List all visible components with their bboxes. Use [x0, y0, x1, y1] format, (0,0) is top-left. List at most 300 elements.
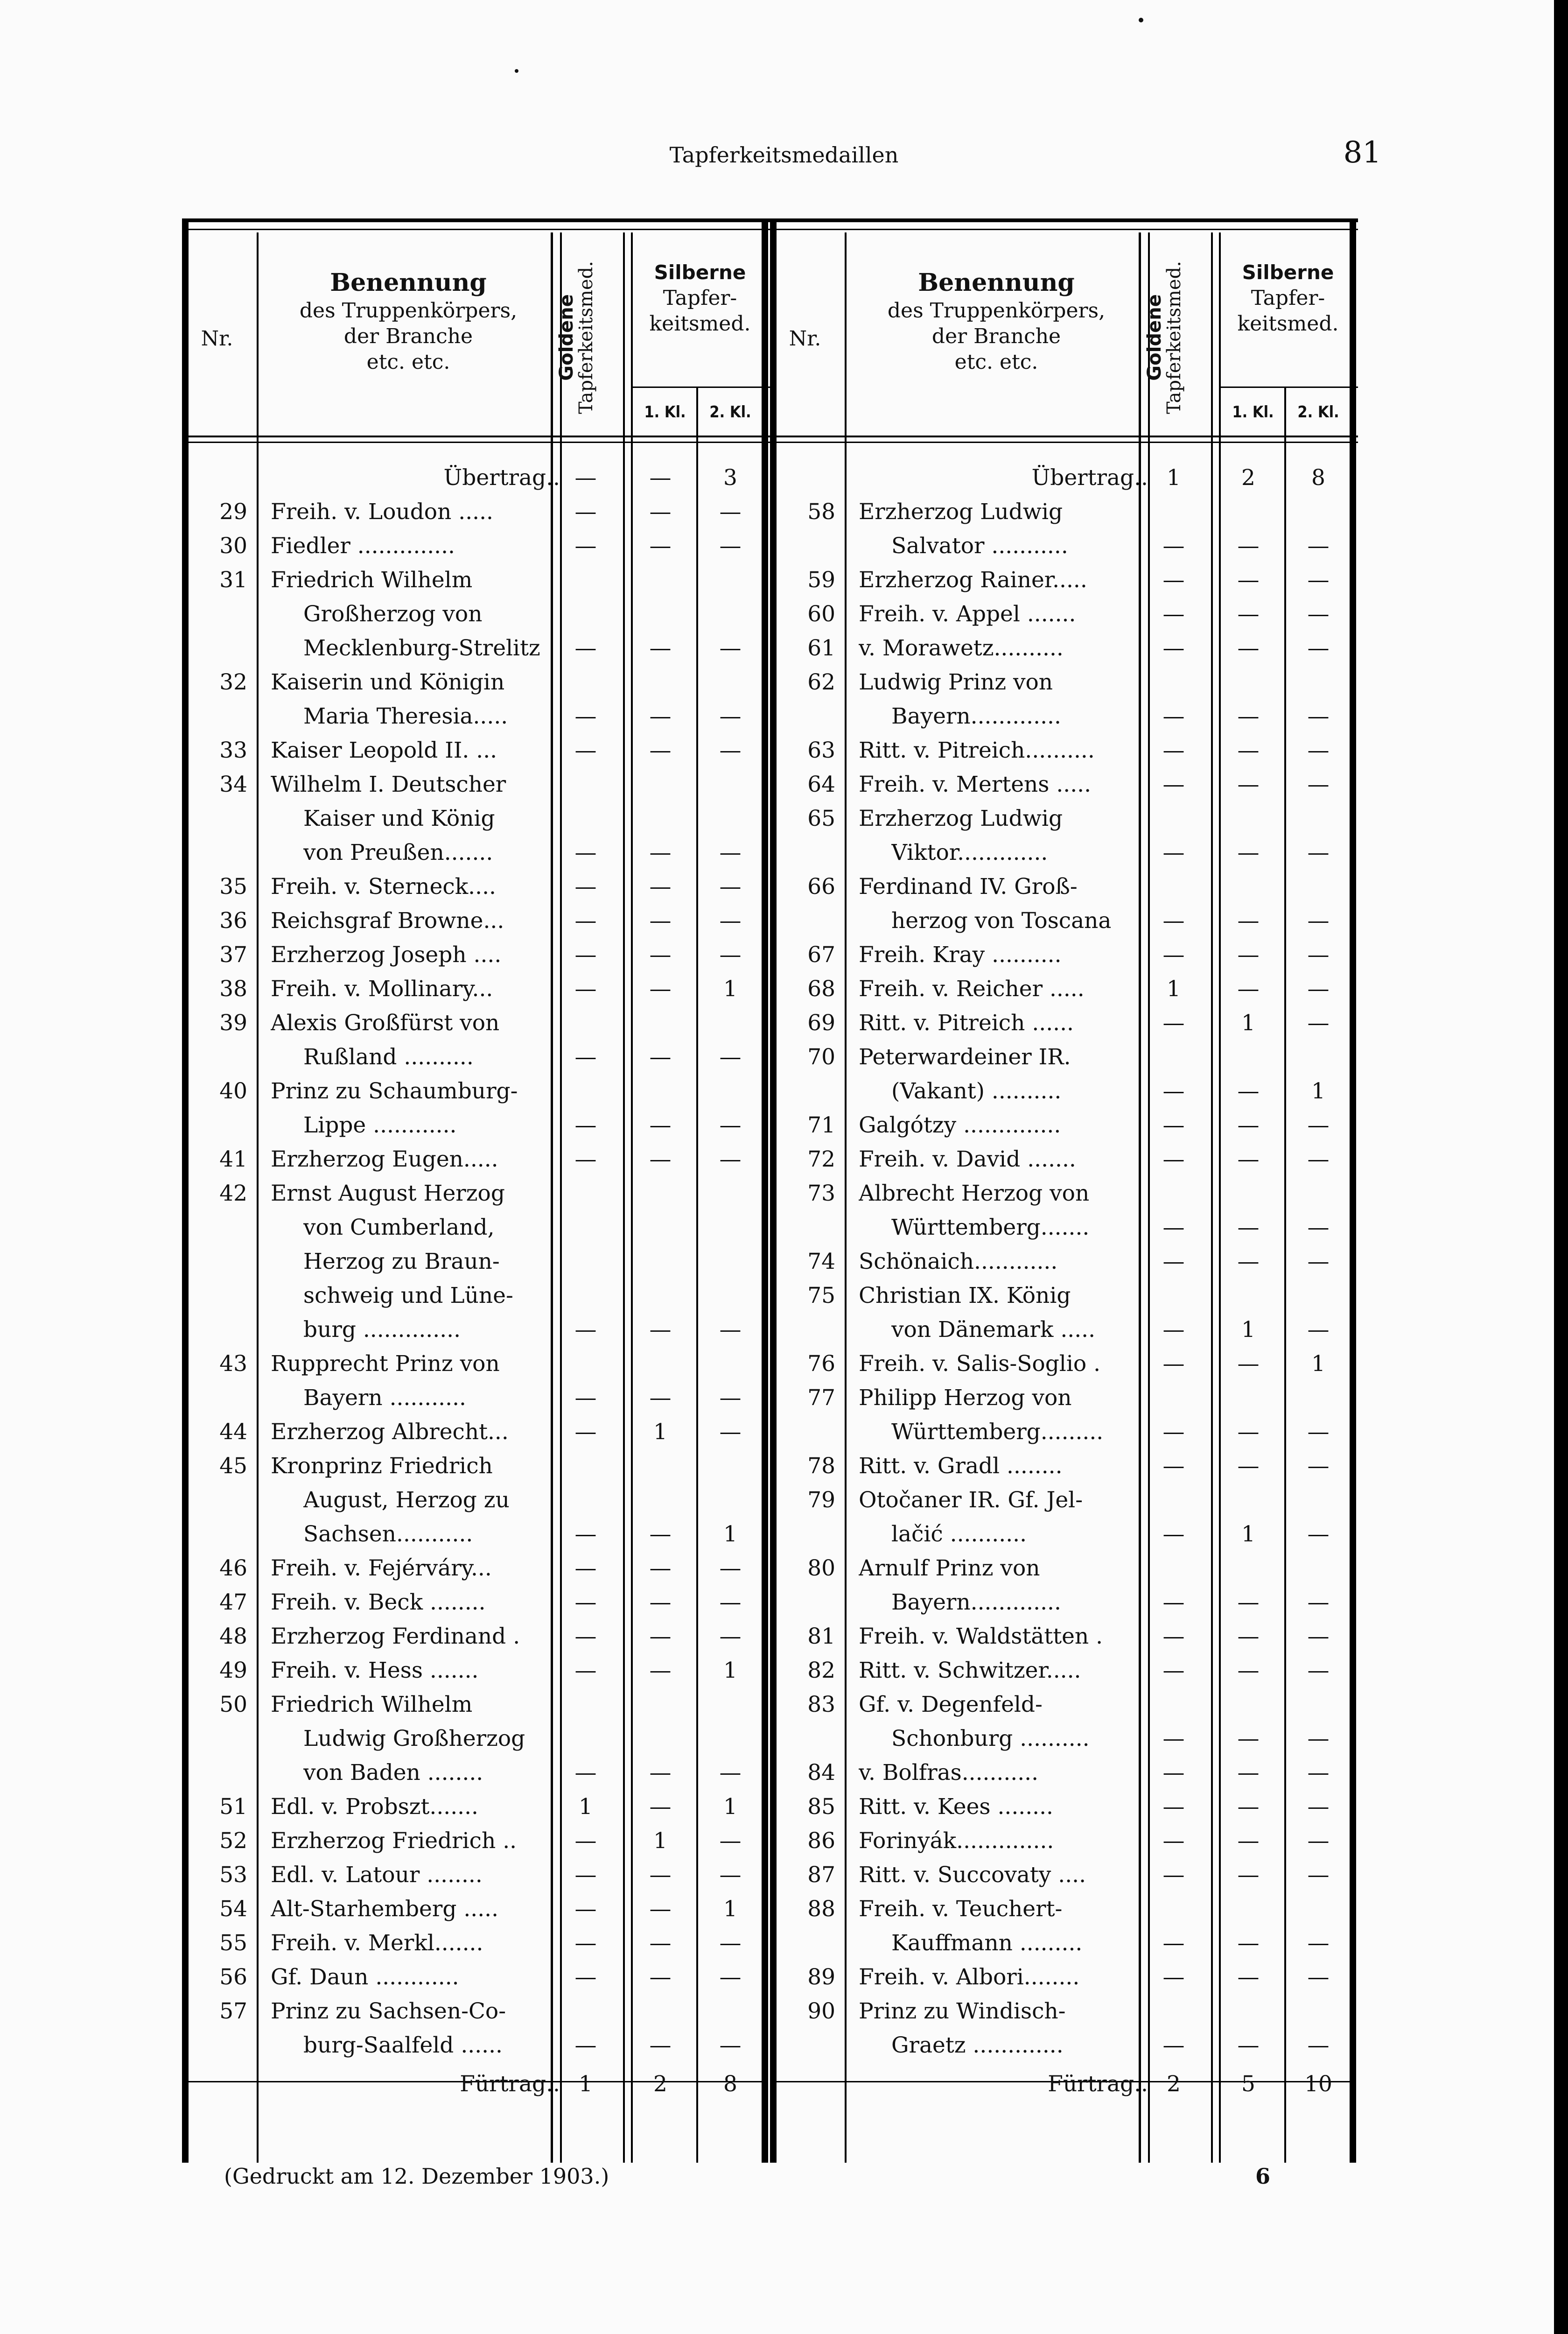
silver-class-2-count: —	[1307, 703, 1330, 729]
gold-medal-count: —	[574, 976, 597, 1002]
unit-name: Maria Theresia.....	[303, 703, 508, 729]
silver-class-2-count: —	[1307, 533, 1330, 559]
column-header-name-sub: der Branche	[343, 324, 473, 348]
right-table-rows	[770, 461, 1358, 2102]
unit-name: Salvator ...........	[891, 533, 1068, 559]
gold-medal-count: —	[1162, 1419, 1185, 1445]
column-header-class-1: 1. Kl.	[644, 403, 686, 422]
unit-name: Freih. v. Reicher .....	[859, 976, 1085, 1002]
unit-name: Freih. v. Loudon .....	[271, 499, 493, 525]
table-row	[770, 1177, 1358, 1211]
unit-name: Prinz zu Windisch-	[859, 1998, 1066, 2024]
unit-name: Erzherzog Albrecht...	[271, 1419, 509, 1445]
silver-class-2-count: —	[1307, 1419, 1330, 1445]
unit-name: Freih. v. Mollinary...	[271, 976, 493, 1002]
silver-class-2-count: —	[719, 1112, 742, 1138]
unit-name: Übertrag..	[443, 465, 560, 491]
row-number: 32	[219, 669, 247, 695]
silver-class-2-count: 10	[1304, 2071, 1332, 2097]
silver-class-2-count: —	[1307, 942, 1330, 968]
silver-class-1-count: —	[1237, 1760, 1260, 1786]
table-row	[182, 1552, 770, 1586]
gold-medal-count: —	[1162, 2032, 1185, 2058]
silver-class-1-count: —	[649, 1044, 672, 1070]
unit-name: Übertrag..	[1031, 465, 1148, 491]
row-number: 37	[219, 942, 247, 968]
table-row	[182, 1143, 770, 1177]
header-rule	[770, 436, 1358, 437]
left-table-rows	[182, 461, 770, 2102]
column-header-silver-sub: Tapfer-	[663, 286, 737, 310]
silver-class-1-count: —	[1237, 1078, 1260, 1104]
gold-medal-count: —	[1162, 1726, 1185, 1751]
header-rule-thin	[770, 442, 1358, 443]
gold-medal-count: 1	[579, 2071, 593, 2097]
silver-class-2-count: —	[1307, 1760, 1330, 1786]
unit-name: Friedrich Wilhelm	[271, 1692, 473, 1717]
row-number: 67	[807, 942, 835, 968]
column-header-silver-title: Silberne	[1242, 261, 1334, 284]
gold-medal-count: —	[574, 703, 597, 729]
silver-class-2-count: —	[719, 908, 742, 934]
gold-medal-count: —	[1162, 1794, 1185, 1820]
table-row	[182, 938, 770, 972]
gold-medal-count: —	[1162, 1453, 1185, 1479]
silver-class-1-count: —	[1237, 908, 1260, 934]
row-number: 69	[807, 1010, 835, 1036]
column-header-class-2: 2. Kl.	[709, 403, 751, 422]
silver-class-1-count: —	[1237, 1930, 1260, 1956]
silver-class-2-count: —	[719, 1589, 742, 1615]
table-row	[770, 1892, 1358, 1926]
silver-class-1-count: —	[1237, 1419, 1260, 1445]
gold-medal-count: —	[574, 874, 597, 900]
silver-class-1-count: —	[649, 1317, 672, 1343]
table-row	[182, 904, 770, 938]
table-row	[770, 1552, 1358, 1586]
gold-medal-count: —	[1162, 1658, 1185, 1683]
column-header-name-title: Benennung	[918, 268, 1075, 297]
unit-name: Bayern.............	[891, 1589, 1061, 1615]
unit-name: Fürtrag..	[460, 2071, 560, 2097]
right-table	[770, 218, 1358, 2163]
column-header-silver-sub: keitsmed.	[1237, 311, 1339, 336]
silver-class-2-count: —	[1307, 1521, 1330, 1547]
table-row	[770, 1040, 1358, 1075]
table-row	[770, 1006, 1358, 1040]
gold-medal-count: —	[1162, 1146, 1185, 1172]
silver-class-1-count: —	[649, 1555, 672, 1581]
unit-name: Gf. Daun ............	[271, 1964, 459, 1990]
table-row	[770, 1756, 1358, 1790]
row-number: 52	[219, 1828, 247, 1854]
silver-class-2-count: —	[1307, 1249, 1330, 1274]
row-number: 34	[219, 772, 247, 797]
table-row	[182, 1824, 770, 1858]
silver-class-2-count: —	[719, 942, 742, 968]
silver-class-1-count: —	[649, 840, 672, 865]
unit-name: Otočaner IR. Gf. Jel-	[859, 1487, 1083, 1513]
table-row	[770, 700, 1358, 734]
silver-class-1-count: —	[649, 1624, 672, 1649]
row-number: 43	[219, 1351, 247, 1377]
gold-medal-count: —	[574, 1964, 597, 1990]
row-number: 59	[807, 567, 835, 593]
table-row	[770, 666, 1358, 700]
table-row	[182, 1006, 770, 1040]
table-row	[770, 632, 1358, 666]
row-number: 55	[219, 1930, 247, 1956]
silver-class-1-count: —	[1237, 1658, 1260, 1683]
gold-medal-count: —	[574, 635, 597, 661]
silver-class-2-count: —	[1307, 1112, 1330, 1138]
silver-class-1-count: —	[649, 908, 672, 934]
silver-class-1-count: —	[649, 1760, 672, 1786]
table-row	[182, 836, 770, 870]
unit-name: Rupprecht Prinz von	[271, 1351, 500, 1377]
gold-medal-count: —	[1162, 1249, 1185, 1274]
table-row	[182, 1313, 770, 1347]
row-number: 47	[219, 1589, 247, 1615]
table-row	[182, 1075, 770, 1109]
table-row	[182, 1688, 770, 1722]
gold-medal-count: —	[574, 1828, 597, 1854]
speck	[515, 69, 518, 73]
table-row	[770, 1245, 1358, 1279]
gold-medal-count: —	[574, 1589, 597, 1615]
row-number: 60	[807, 601, 835, 627]
gold-medal-count: —	[1162, 1624, 1185, 1649]
row-number: 82	[807, 1658, 835, 1683]
unit-name: Freih. v. Hess .......	[271, 1658, 479, 1683]
row-number: 88	[807, 1896, 835, 1922]
row-number: 75	[807, 1283, 835, 1308]
silver-class-2-count: —	[1307, 1658, 1330, 1683]
unit-name: Prinz zu Sachsen-Co-	[271, 1998, 506, 2024]
column-header-name-sub: des Truppenkörpers,	[299, 299, 518, 323]
unit-name: Lippe ............	[303, 1112, 457, 1138]
silver-class-2-count: —	[1307, 1453, 1330, 1479]
silver-class-1-count: —	[649, 1964, 672, 1990]
silver-class-1-count: 1	[653, 1828, 667, 1854]
silver-class-1-count: —	[649, 465, 672, 491]
gold-medal-count: —	[574, 1658, 597, 1683]
gold-medal-count: —	[574, 1146, 597, 1172]
row-number: 46	[219, 1555, 247, 1581]
gold-medal-count: —	[1162, 1215, 1185, 1240]
silver-class-1-count: 5	[1241, 2071, 1255, 2097]
carry-row	[770, 461, 1358, 495]
table-row	[770, 1211, 1358, 1245]
table-row	[182, 1961, 770, 1995]
silver-class-2-count: —	[1307, 908, 1330, 934]
silver-class-1-count: 2	[653, 2071, 667, 2097]
gold-medal-count: —	[1162, 703, 1185, 729]
silver-class-2-count: 1	[723, 1521, 737, 1547]
row-number: 84	[807, 1760, 835, 1786]
silver-class-1-count: —	[649, 533, 672, 559]
column-header-silver-title: Silberne	[654, 261, 746, 284]
unit-name: Kaiser und König	[303, 806, 495, 831]
unit-name: Ritt. v. Gradl ........	[859, 1453, 1063, 1479]
silver-class-2-count: —	[1307, 1624, 1330, 1649]
row-number: 39	[219, 1010, 247, 1036]
silver-class-1-count: —	[1237, 1112, 1260, 1138]
column-header-silver-sub: keitsmed.	[649, 311, 751, 336]
unit-name: Ritt. v. Kees ........	[859, 1794, 1053, 1820]
silver-class-1-count: —	[649, 1794, 672, 1820]
table-row	[770, 1722, 1358, 1756]
silver-class-1-count: —	[649, 1112, 672, 1138]
gold-medal-count: —	[574, 908, 597, 934]
gold-medal-count: —	[1162, 533, 1185, 559]
silver-class-1-count: —	[649, 1146, 672, 1172]
table-row	[182, 1483, 770, 1518]
unit-name: Freih. v. Appel .......	[859, 601, 1076, 627]
silver-class-1-count: —	[1237, 1624, 1260, 1649]
table-row	[770, 904, 1358, 938]
row-number: 86	[807, 1828, 835, 1854]
table-row	[770, 1654, 1358, 1688]
row-number: 70	[807, 1044, 835, 1070]
row-number: 77	[807, 1385, 835, 1411]
unit-name: Galgótzy ..............	[859, 1112, 1061, 1138]
gold-medal-count: —	[574, 1555, 597, 1581]
row-number: 87	[807, 1862, 835, 1888]
unit-name: von Cumberland,	[303, 1215, 495, 1240]
unit-name: Freih. v. Teuchert-	[859, 1896, 1063, 1922]
table-row	[770, 1075, 1358, 1109]
column-header-gold-line2: Tapferkeitsmed.	[575, 261, 597, 414]
unit-name: Württemberg.........	[891, 1419, 1104, 1445]
row-number: 79	[807, 1487, 835, 1513]
table-row	[182, 1381, 770, 1415]
silver-class-1-count: —	[649, 1658, 672, 1683]
column-header-gold-line2: Tapferkeitsmed.	[1163, 261, 1185, 414]
row-number: 80	[807, 1555, 835, 1581]
row-number: 49	[219, 1658, 247, 1683]
row-number: 35	[219, 874, 247, 900]
gold-medal-count: —	[1162, 1078, 1185, 1104]
row-number: 83	[807, 1692, 835, 1717]
silver-class-2-count: —	[1307, 1964, 1330, 1990]
row-number: 72	[807, 1146, 835, 1172]
silver-class-2-count: —	[1307, 567, 1330, 593]
silver-class-1-count: —	[1237, 533, 1260, 559]
silver-class-2-count: —	[719, 2032, 742, 2058]
carry-row	[770, 2067, 1358, 2102]
unit-name: Edl. v. Latour ........	[271, 1862, 483, 1888]
table-row	[182, 1245, 770, 1279]
table-row	[182, 1211, 770, 1245]
silver-class-2-count: —	[719, 499, 742, 525]
table-row	[770, 495, 1358, 529]
row-number: 53	[219, 1862, 247, 1888]
unit-name: Albrecht Herzog von	[859, 1181, 1090, 1206]
gold-medal-count: —	[574, 738, 597, 763]
silver-class-1-count: —	[1237, 738, 1260, 763]
column-header-name	[257, 267, 560, 375]
silver-class-2-count: —	[719, 1862, 742, 1888]
silver-class-2-count: 1	[723, 1658, 737, 1683]
silver-class-2-count: —	[719, 703, 742, 729]
silver-class-1-count: 1	[653, 1419, 667, 1445]
row-number: 48	[219, 1624, 247, 1649]
silver-class-2-count: —	[719, 635, 742, 661]
gold-medal-count: —	[1162, 738, 1185, 763]
header-rule-thin	[182, 442, 770, 443]
table-row	[770, 1858, 1358, 1892]
table-row	[770, 1415, 1358, 1449]
table-row	[770, 1143, 1358, 1177]
gold-medal-count: —	[1162, 635, 1185, 661]
gold-medal-count: —	[574, 1112, 597, 1138]
unit-name: Viktor.............	[891, 840, 1048, 865]
unit-name: Freih. v. Fejérváry...	[271, 1555, 492, 1581]
table-row	[770, 938, 1358, 972]
silver-class-2-count: —	[1307, 635, 1330, 661]
row-number: 65	[807, 806, 835, 831]
row-number: 61	[807, 635, 835, 661]
table-row	[182, 1722, 770, 1756]
table-row	[770, 1824, 1358, 1858]
silver-class-1-count: —	[649, 874, 672, 900]
gold-medal-count: —	[1162, 1828, 1185, 1854]
table-row	[182, 666, 770, 700]
unit-name: Friedrich Wilhelm	[271, 567, 473, 593]
unit-name: Philipp Herzog von	[859, 1385, 1072, 1411]
silver-class-1-count: —	[649, 499, 672, 525]
row-number: 71	[807, 1112, 835, 1138]
gold-medal-count: —	[1162, 1862, 1185, 1888]
table-row	[770, 1347, 1358, 1381]
unit-name: lačić ...........	[891, 1521, 1027, 1547]
unit-name: Prinz zu Schaumburg-	[271, 1078, 518, 1104]
silver-class-1-count: —	[649, 1521, 672, 1547]
column-header-name-sub: etc. etc.	[954, 350, 1038, 374]
silver-class-1-count: —	[1237, 703, 1260, 729]
silver-class-1-count: —	[1237, 942, 1260, 968]
table-row	[770, 1926, 1358, 1961]
silver-class-1-count: 1	[1241, 1317, 1255, 1343]
silver-class-2-count: —	[719, 874, 742, 900]
table-row	[182, 870, 770, 904]
row-number: 42	[219, 1181, 247, 1206]
table-row	[770, 1518, 1358, 1552]
gold-medal-count: —	[1162, 1112, 1185, 1138]
silver-class-2-count: —	[1307, 1828, 1330, 1854]
table-row	[770, 2029, 1358, 2063]
silver-class-1-count: —	[1237, 567, 1260, 593]
table-row	[770, 563, 1358, 598]
unit-name: Freih. v. Merkl.......	[271, 1930, 483, 1956]
unit-name: Erzherzog Rainer.....	[859, 567, 1087, 593]
silver-class-2-count: —	[1307, 976, 1330, 1002]
gold-medal-count: —	[574, 1521, 597, 1547]
table-top-rule	[770, 218, 1358, 222]
gold-medal-count: —	[574, 499, 597, 525]
silver-class-1-count: —	[1237, 635, 1260, 661]
row-number: 29	[219, 499, 247, 525]
row-number: 31	[219, 567, 247, 593]
silver-class-1-count: —	[1237, 2032, 1260, 2058]
row-number: 41	[219, 1146, 247, 1172]
table-row	[770, 598, 1358, 632]
unit-name: Fürtrag..	[1048, 2071, 1148, 2097]
silver-class-2-count: —	[1307, 1726, 1330, 1751]
unit-name: Reichsgraf Browne...	[271, 908, 504, 934]
unit-name: Forinyák..............	[859, 1828, 1054, 1854]
column-header-name-sub: des Truppenkörpers,	[887, 299, 1106, 323]
gold-medal-count: —	[574, 1930, 597, 1956]
table-row	[182, 529, 770, 563]
unit-name: Christian IX. König	[859, 1283, 1071, 1308]
table-row	[182, 734, 770, 768]
unit-name: Erzherzog Eugen.....	[271, 1146, 498, 1172]
unit-name: Bayern.............	[891, 703, 1061, 729]
table-row	[770, 870, 1358, 904]
gold-medal-count: —	[1162, 567, 1185, 593]
silver-class-2-count: —	[719, 1930, 742, 1956]
silver-class-2-count: 1	[723, 1794, 737, 1820]
silver-class-2-count: —	[1307, 601, 1330, 627]
row-number: 54	[219, 1896, 247, 1922]
unit-name: Rußland ..........	[303, 1044, 474, 1070]
unit-name: Freih. v. Sterneck....	[271, 874, 496, 900]
unit-name: Erzherzog Joseph ....	[271, 942, 502, 968]
carry-row	[182, 461, 770, 495]
table-row	[182, 598, 770, 632]
row-number: 38	[219, 976, 247, 1002]
silver-class-2-count: 1	[1311, 1078, 1325, 1104]
silver-class-1-count: —	[1237, 1794, 1260, 1820]
silver-class-1-count: —	[649, 1589, 672, 1615]
row-number: 33	[219, 738, 247, 763]
unit-name: Ritt. v. Pitreich ......	[859, 1010, 1074, 1036]
silver-class-2-count: —	[719, 1146, 742, 1172]
unit-name: Erzherzog Ludwig	[859, 806, 1063, 831]
unit-name: v. Morawetz..........	[859, 635, 1064, 661]
silver-class-1-count: —	[649, 738, 672, 763]
unit-name: v. Bolfras...........	[859, 1760, 1039, 1786]
gold-medal-count: —	[1162, 1760, 1185, 1786]
table-row	[770, 734, 1358, 768]
sheet-number: 6	[1255, 2164, 1271, 2189]
silver-class-2-count: —	[1307, 1317, 1330, 1343]
row-number: 66	[807, 874, 835, 900]
unit-name: Freih. v. Salis-Soglio .	[859, 1351, 1101, 1377]
left-table	[182, 218, 770, 2163]
unit-name: August, Herzog zu	[303, 1487, 510, 1513]
silver-class-2-count: —	[1307, 840, 1330, 865]
table-row	[182, 2029, 770, 2063]
unit-name: Kaiserin und Königin	[271, 669, 505, 695]
silver-class-2-count: —	[719, 840, 742, 865]
table-row	[182, 768, 770, 802]
table-row	[770, 768, 1358, 802]
gold-medal-count: —	[1162, 840, 1185, 865]
silver-class-1-count: —	[649, 703, 672, 729]
row-number: 90	[807, 1998, 835, 2024]
silver-class-2-count: —	[1307, 1794, 1330, 1820]
table-row	[770, 972, 1358, 1006]
table-row	[182, 1926, 770, 1961]
silver-class-1-count: —	[649, 1930, 672, 1956]
silver-class-2-count: —	[719, 1317, 742, 1343]
table-top-rule	[182, 218, 770, 222]
unit-name: Kauffmann .........	[891, 1930, 1083, 1956]
gold-medal-count: —	[1162, 601, 1185, 627]
